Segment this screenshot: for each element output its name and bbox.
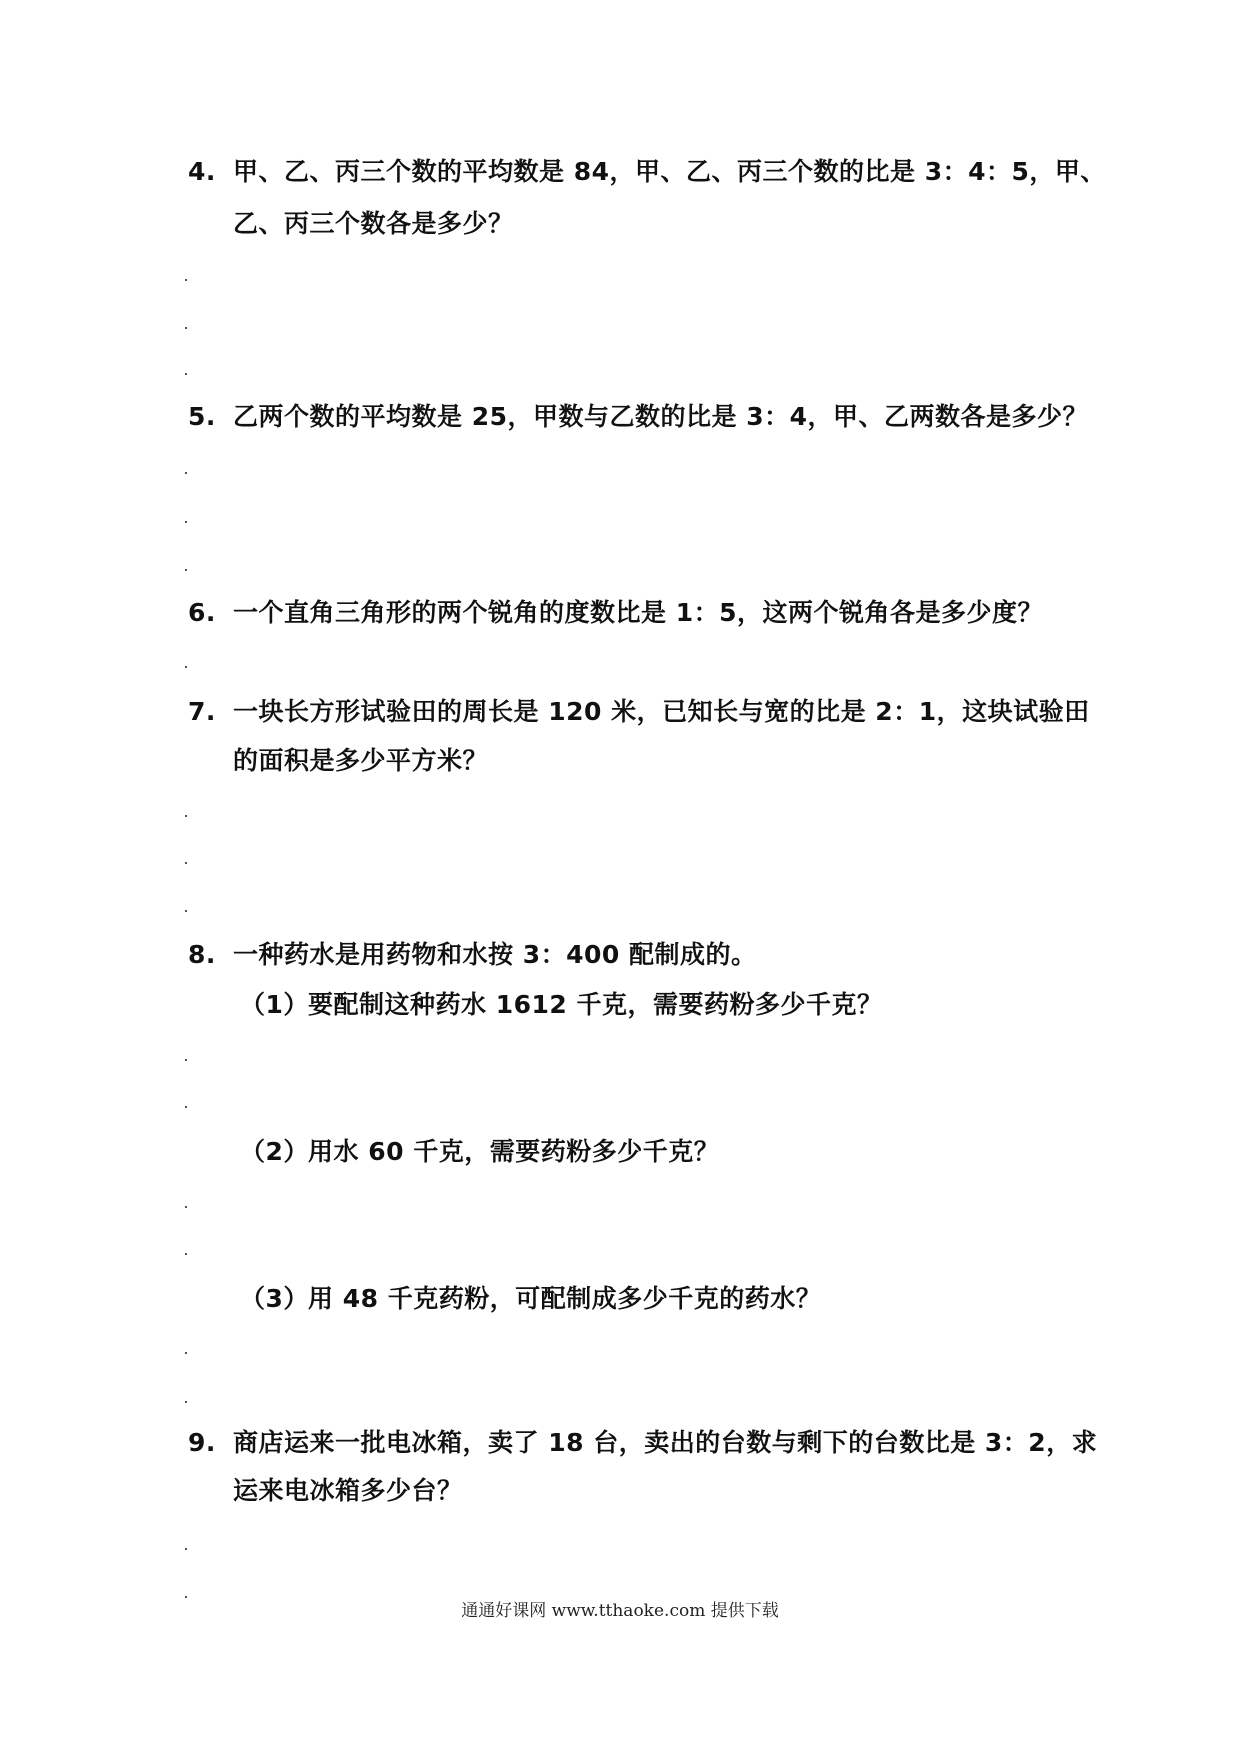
question-text: 甲、乙、丙三个数的平均数是 84，甲、乙、丙三个数的比是 3：4：5，甲、 (233, 157, 1106, 186)
question-number: 4. (188, 157, 216, 186)
sub-question-3 (240, 1282, 1060, 1316)
question-9-cont (233, 1474, 463, 1508)
question-text: 乙两个数的平均数是 25，甲数与乙数的比是 3：4，甲、乙两数各是多少？ (233, 402, 1088, 431)
scan-dot (185, 1106, 187, 1108)
scan-dot (185, 1253, 187, 1255)
question-7-cont (233, 744, 488, 778)
scan-dot (185, 1548, 187, 1550)
scan-dot (185, 1206, 187, 1208)
scan-dot (185, 815, 187, 817)
scan-dot (185, 521, 187, 523)
scan-dot (185, 279, 187, 281)
question-4 (188, 155, 1106, 189)
scan-dot (185, 472, 187, 474)
question-number: 9. (188, 1428, 216, 1457)
question-number: 8. (188, 940, 216, 969)
sub-question-2 (240, 1135, 1060, 1169)
sub-question-text: 用 48 千克药粉，可配制成多少千克的药水？ (308, 1284, 822, 1313)
question-number: 7. (188, 697, 216, 726)
scan-dot (185, 327, 187, 329)
sub-question-text: 用水 60 千克，需要药粉多少千克？ (308, 1137, 720, 1166)
question-number: 6. (188, 598, 216, 627)
sub-question-text: 要配制这种药水 1612 千克，需要药粉多少千克？ (308, 990, 883, 1019)
question-6 (188, 596, 1068, 630)
question-text: 的面积是多少平方米？ (233, 746, 489, 775)
scan-dot (185, 569, 187, 571)
question-text: 乙、丙三个数各是多少？ (233, 209, 514, 238)
question-text: 运来电冰箱多少台？ (233, 1476, 463, 1505)
question-9 (188, 1426, 1098, 1460)
question-text: 一种药水是用药物和水按 3：400 配制成的。 (233, 940, 757, 969)
sub-question-number: （2） (240, 1137, 309, 1166)
page-footer: 通通好课网 www.tthaoke.com 提供下载 (461, 1601, 779, 1621)
question-number: 5. (188, 402, 216, 431)
sub-question-number: （3） (240, 1284, 309, 1313)
question-text: 一个直角三角形的两个锐角的度数比是 1：5，这两个锐角各是多少度？ (233, 598, 1043, 627)
scan-dot (185, 862, 187, 864)
scan-dot (185, 1059, 187, 1061)
scan-dot (185, 666, 187, 668)
question-4-cont (233, 207, 514, 241)
scan-dot (185, 910, 187, 912)
question-8 (188, 938, 1068, 972)
sub-question-number: （1） (240, 990, 309, 1019)
question-5 (188, 400, 1088, 434)
scan-dot (185, 1596, 187, 1598)
question-text: 商店运来一批电冰箱，卖了 18 台，卖出的台数与剩下的台数比是 3：2，求 (233, 1428, 1098, 1457)
scan-dot (185, 1401, 187, 1403)
question-text: 一块长方形试验田的周长是 120 米，已知长与宽的比是 2：1，这块试验田 (233, 697, 1090, 726)
scan-dot (185, 1352, 187, 1354)
question-7 (188, 695, 1090, 729)
scan-dot (185, 373, 187, 375)
sub-question-1 (240, 988, 1060, 1022)
